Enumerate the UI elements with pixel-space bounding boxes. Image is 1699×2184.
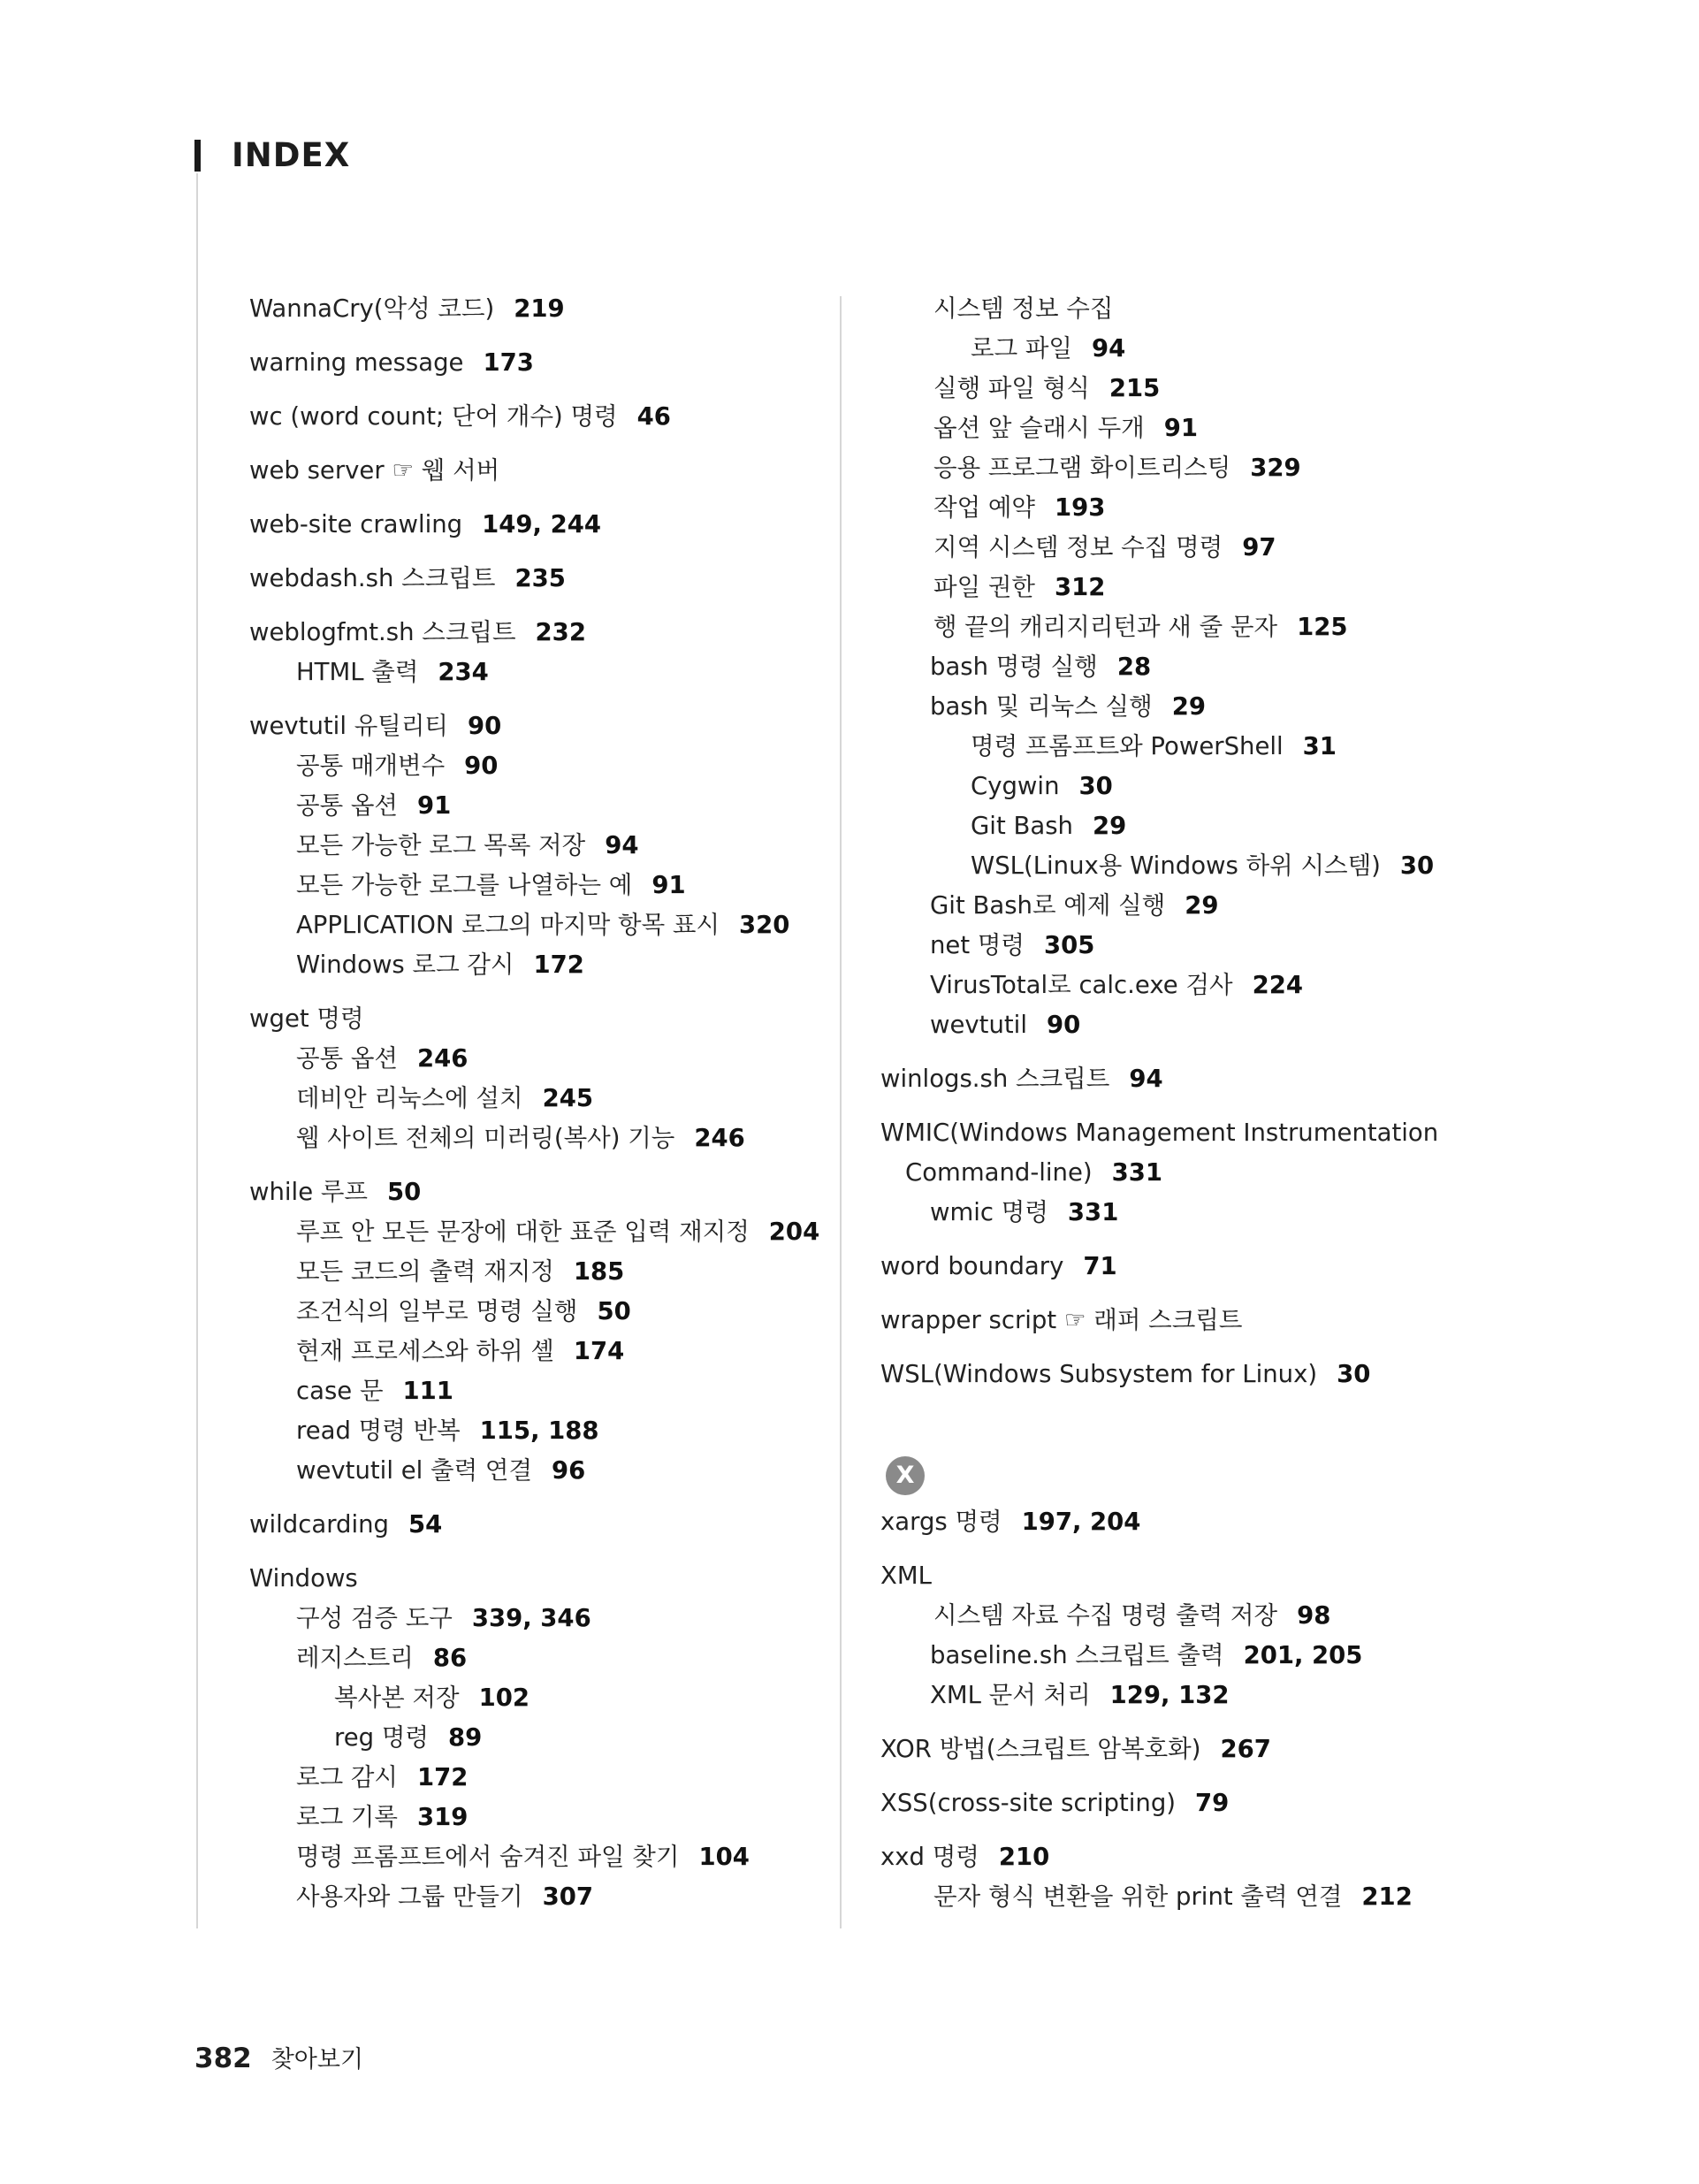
index-entry: webdash.sh 스크립트 235 (249, 564, 566, 592)
index-subentry: Windows 로그 감시 172 (296, 951, 584, 979)
index-subentry: bash 명령 실행 28 (930, 653, 1152, 681)
index-subentry: 파일 권한 312 (933, 573, 1106, 601)
index-subentry: 구성 검증 도구 339, 346 (296, 1604, 591, 1632)
index-subentry: 루프 안 모든 문장에 대한 표준 입력 재지정 204 (296, 1218, 820, 1246)
index-subsubentry: reg 명령 89 (334, 1723, 483, 1752)
index-entry: xxd 명령 210 (880, 1843, 1050, 1871)
index-entry: XML (880, 1562, 932, 1590)
index-subentry: net 명령 305 (930, 931, 1095, 959)
index-subentry: 웹 사이트 전체의 미러링(복사) 기능 246 (296, 1124, 745, 1152)
page-title: INDEX (232, 136, 351, 174)
page-number: 382 (194, 2043, 252, 2074)
index-subsubentry: WSL(Linux용 Windows 하위 시스템) 30 (971, 851, 1435, 880)
index-subentry: 문자 형식 변환을 위한 print 출력 연결 212 (933, 1882, 1413, 1911)
index-subentry: wevtutil 90 (930, 1011, 1081, 1039)
index-subentry: 현재 프로세스와 하위 셸 174 (296, 1337, 625, 1365)
index-subentry: 로그 기록 319 (296, 1803, 469, 1831)
index-subentry: APPLICATION 로그의 마지막 항목 표시 320 (296, 911, 790, 939)
index-subentry: 로그 감시 172 (296, 1763, 469, 1791)
index-subentry: 사용자와 그룹 만들기 307 (296, 1882, 593, 1911)
index-entry: wrapper script ☞ 래퍼 스크립트 (880, 1306, 1243, 1334)
index-subentry: 지역 시스템 정보 수집 명령 97 (933, 533, 1276, 561)
index-subsubentry: Git Bash 29 (971, 812, 1127, 840)
index-subentry: 레지스트리 86 (296, 1644, 468, 1672)
index-entry: WSL(Windows Subsystem for Linux) 30 (880, 1360, 1371, 1388)
index-subentry: read 명령 반복 115, 188 (296, 1417, 599, 1445)
index-subentry: wevtutil el 출력 연결 96 (296, 1456, 586, 1485)
index-entry: web server ☞ 웹 서버 (249, 456, 500, 485)
header-accent-bar (194, 140, 201, 172)
index-subentry: bash 및 리눅스 실행 29 (930, 692, 1206, 721)
index-subentry: 응용 프로그램 화이트리스팅 329 (933, 454, 1301, 482)
page-footer (194, 2041, 363, 2078)
index-subentry: case 문 111 (296, 1377, 453, 1405)
index-subentry: 모든 코드의 출력 재지정 185 (296, 1257, 625, 1286)
index-entry: wc (word count; 단어 개수) 명령 46 (249, 402, 671, 431)
index-subentry: 시스템 자료 수집 명령 출력 저장 98 (933, 1601, 1331, 1630)
index-entry: XOR 방법(스크립트 암복호화) 267 (880, 1735, 1271, 1763)
index-entry: WannaCry(악성 코드) 219 (249, 294, 565, 323)
index-subentry: baseline.sh 스크립트 출력 201, 205 (930, 1641, 1363, 1669)
index-column-right (880, 289, 1458, 1917)
index-subentry: 공통 옵션 91 (296, 791, 452, 820)
index-subsubentry: 로그 파일 94 (971, 334, 1126, 363)
index-entry: wget 명령 (249, 1004, 364, 1033)
index-subentry: XML 문서 처리 129, 132 (930, 1681, 1230, 1709)
left-margin-rule (196, 173, 198, 1928)
index-entry: weblogfmt.sh 스크립트 232 (249, 618, 586, 646)
index-subentry: 행 끝의 캐리지리턴과 새 줄 문자 125 (933, 613, 1348, 641)
index-subentry: 모든 가능한 로그를 나열하는 예 91 (296, 871, 686, 899)
index-entry: wevtutil 유틸리티 90 (249, 712, 502, 740)
index-subsubentry: Cygwin 30 (971, 772, 1113, 800)
footer-label: 찾아보기 (270, 2046, 364, 2073)
index-subentry: HTML 출력 234 (296, 658, 489, 686)
index-subentry: 공통 매개변수 90 (296, 752, 499, 780)
index-subentry: wmic 명령 331 (930, 1198, 1119, 1226)
index-subentry: 공통 옵션 246 (296, 1044, 469, 1073)
index-subentry: VirusTotal로 calc.exe 검사 224 (930, 971, 1303, 999)
index-entry: WMIC(Windows Management Instrumentation (880, 1119, 1439, 1147)
index-entry: warning message 173 (249, 348, 534, 377)
index-entry: while 루프 50 (249, 1178, 422, 1206)
index-entry: XSS(cross-site scripting) 79 (880, 1789, 1230, 1817)
section-letter: X (886, 1456, 925, 1495)
section-letter-badge (880, 1449, 1458, 1502)
index-entry: winlogs.sh 스크립트 94 (880, 1065, 1163, 1093)
index-entry: xargs 명령 197, 204 (880, 1508, 1141, 1536)
index-subentry: 조건식의 일부로 명령 실행 50 (296, 1297, 631, 1325)
index-subsubentry: 명령 프롬프트와 PowerShell 31 (971, 732, 1337, 760)
index-entry: wildcarding 54 (249, 1510, 443, 1539)
index-subentry: 시스템 정보 수집 (933, 294, 1114, 323)
index-subentry: 모든 가능한 로그 목록 저장 94 (296, 831, 639, 859)
index-subsubentry: 복사본 저장 102 (334, 1684, 530, 1712)
index-subentry: 작업 예약 193 (933, 493, 1106, 522)
index-entry: Windows (249, 1564, 358, 1592)
index-entry-continuation: Command-line) 331 (905, 1158, 1163, 1187)
index-entry: web-site crawling 149, 244 (249, 510, 601, 538)
index-column-left (249, 289, 819, 1917)
index-subentry: 옵션 앞 슬래시 두개 91 (933, 414, 1199, 442)
index-subentry: 실행 파일 형식 215 (933, 374, 1161, 402)
index-entry: word boundary 71 (880, 1252, 1117, 1280)
index-subentry: Git Bash로 예제 실행 29 (930, 891, 1219, 920)
index-subentry: 명령 프롬프트에서 숨겨진 파일 찾기 104 (296, 1843, 750, 1871)
index-subentry: 데비안 리눅스에 설치 245 (296, 1084, 593, 1112)
column-divider (840, 296, 842, 1928)
